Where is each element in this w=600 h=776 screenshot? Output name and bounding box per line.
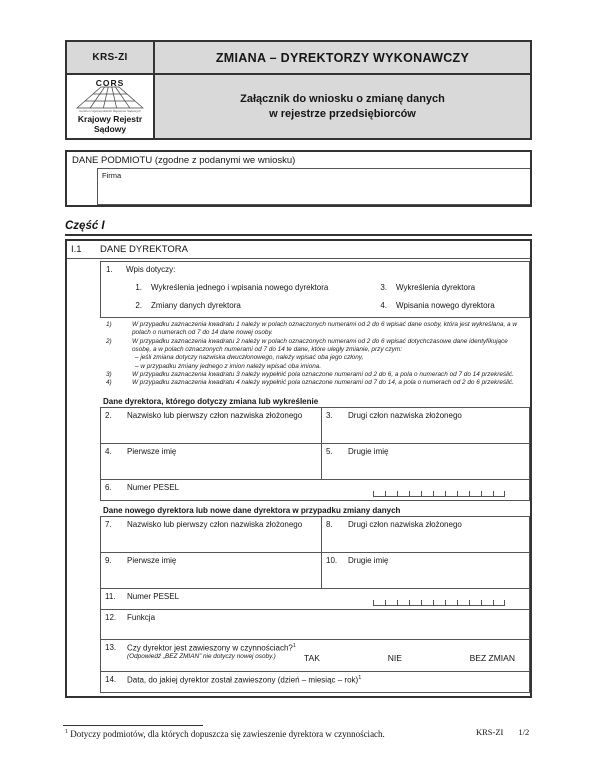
field-10-number: 10. bbox=[326, 555, 338, 565]
field-8-label: Drugi człon nazwiska złożonego bbox=[348, 519, 462, 529]
section-title: DANE DYREKTORA bbox=[100, 244, 188, 255]
field-8-number: 8. bbox=[326, 519, 333, 529]
field-12-number: 12. bbox=[105, 612, 117, 622]
option-nie[interactable]: NIE bbox=[387, 653, 402, 664]
note-3-text: W przypadku zaznaczenia kwadratu 3 należy wypełnić pola oznaczone numerami od 2 do 6, a pola o numerach od 7 do 14 przekreślić. bbox=[132, 370, 514, 378]
field-6-pesel[interactable] bbox=[100, 479, 530, 501]
field-13-number: 13. bbox=[105, 642, 117, 652]
field-7-label: Nazwisko lub pierwszy człon nazwiska złożonego bbox=[127, 519, 303, 529]
page-footer bbox=[476, 727, 529, 737]
field-8-drugi-czlon[interactable] bbox=[321, 516, 530, 553]
option-3-label: Wykreślenia dyrektora bbox=[396, 283, 476, 292]
field-10-label: Drugie imię bbox=[348, 555, 389, 565]
krs-logo-line1: Krajowy Rejestr bbox=[77, 114, 143, 125]
field-6-number: 6. bbox=[105, 482, 112, 492]
note-2-number: 2) bbox=[106, 337, 112, 345]
note-2-sub2: – w przypadku zmiany jednego z imion należy wpisać oba imiona. bbox=[135, 362, 322, 370]
entity-section bbox=[65, 150, 532, 207]
field-7-number: 7. bbox=[105, 519, 112, 529]
field-13-options bbox=[304, 640, 529, 671]
option-3-number: 3. bbox=[380, 283, 387, 292]
field-4-label: Pierwsze imię bbox=[127, 446, 177, 456]
note-4-number: 4) bbox=[106, 379, 112, 387]
section-number: I.1 bbox=[71, 244, 82, 255]
field-7-nazwisko[interactable] bbox=[100, 516, 322, 553]
field-13-footnote-ref: 1 bbox=[292, 642, 296, 649]
note-4-text: W przypadku zaznaczenia kwadratu 4 należy wypełnić pola oznaczone numerami od 7 do 14, a pola o numerach od 2 do 6 przekreślić. bbox=[132, 379, 514, 387]
field-5-label: Drugie imię bbox=[348, 446, 389, 456]
field-10-drugie-imie[interactable] bbox=[321, 552, 530, 589]
section-i1 bbox=[65, 239, 532, 698]
field-9-pierwsze-imie[interactable] bbox=[100, 552, 322, 589]
note-4 bbox=[106, 379, 526, 387]
form-subtitle bbox=[155, 75, 530, 138]
option-2-label: Zmiany danych dyrektora bbox=[151, 301, 241, 310]
option-1-number: 1. bbox=[135, 283, 142, 292]
field-5-number: 5. bbox=[326, 446, 333, 456]
page-content bbox=[65, 40, 532, 739]
row-4-5 bbox=[100, 443, 530, 480]
row-6 bbox=[100, 479, 530, 501]
field-13-subnote: (Odpowiedź „BEZ ZMIAN” nie dotyczy nowej osoby.) bbox=[127, 653, 276, 661]
krs-logo-line2: Sądowy bbox=[93, 124, 127, 134]
field-3-drugi-czlon[interactable] bbox=[321, 407, 530, 444]
option-1[interactable] bbox=[106, 283, 351, 292]
field-13-label-block bbox=[101, 640, 304, 671]
instruction-notes bbox=[100, 318, 530, 392]
form-title: ZMIANA – DYREKTORZY WYKONAWCZY bbox=[155, 42, 530, 75]
field-5-drugie-imie[interactable] bbox=[321, 443, 530, 480]
cors-grid-icon bbox=[75, 86, 145, 110]
field-13-label: Czy dyrektor jest zawieszony w czynnościach?$^1$ bbox=[127, 642, 296, 653]
option-tak[interactable]: TAK bbox=[304, 653, 320, 664]
row-11 bbox=[100, 588, 530, 610]
entity-body bbox=[67, 168, 530, 205]
cors-logo-text: CORS bbox=[95, 78, 125, 89]
form-header bbox=[65, 40, 532, 140]
note-1 bbox=[106, 321, 526, 338]
firma-field[interactable] bbox=[97, 168, 530, 205]
entity-section-title: DANE PODMIOTU (zgodne z podanymi we wniosku) bbox=[72, 155, 296, 166]
option-2-number: 2. bbox=[135, 301, 142, 310]
option-1-label: Wykreślenia jednego i wpisania nowego dyrektora bbox=[151, 283, 329, 292]
field-3-number: 3. bbox=[326, 410, 333, 420]
field-4-number: 4. bbox=[105, 446, 112, 456]
row-14 bbox=[100, 671, 530, 693]
krs-logo-label bbox=[78, 115, 142, 135]
field-11-number: 11. bbox=[105, 591, 116, 601]
note-3-number: 3) bbox=[106, 370, 112, 378]
form-subtitle-line1: Załącznik do wniosku o zmianę danych bbox=[240, 93, 445, 106]
field-9-label: Pierwsze imię bbox=[127, 555, 177, 565]
footnote-rule bbox=[63, 725, 203, 726]
note-2 bbox=[106, 338, 526, 371]
wpis-options bbox=[106, 283, 524, 310]
note-2-text bbox=[132, 338, 526, 371]
row-7-8 bbox=[100, 516, 530, 553]
field-3-label: Drugi człon nazwiska złożonego bbox=[348, 410, 462, 420]
field-2-label: Nazwisko lub pierwszy człon nazwiska złożonego bbox=[127, 410, 303, 420]
option-4[interactable] bbox=[351, 301, 524, 310]
footer-page-number: 1/2 bbox=[518, 727, 530, 737]
part1-title: Część I bbox=[65, 220, 532, 236]
field-14-data-zawieszenia[interactable] bbox=[100, 671, 530, 693]
option-3[interactable] bbox=[351, 283, 524, 292]
section-i1-header bbox=[67, 241, 530, 259]
option-4-label: Wpisania nowego dyrektora bbox=[396, 301, 495, 310]
field-11-label: Numer PESEL bbox=[127, 591, 180, 601]
firma-label: Firma bbox=[102, 171, 122, 180]
footer-form-code: KRS-ZI bbox=[476, 727, 504, 737]
field-2-number: 2. bbox=[105, 410, 112, 420]
option-4-number: 4. bbox=[380, 301, 387, 310]
row-13 bbox=[100, 639, 530, 672]
row-12 bbox=[100, 609, 530, 640]
option-2[interactable] bbox=[106, 301, 351, 310]
field-14-footnote-ref: 1 bbox=[358, 674, 362, 681]
field-1-wpis-dotyczy bbox=[100, 261, 530, 318]
row-9-10 bbox=[100, 552, 530, 589]
field-2-nazwisko[interactable] bbox=[100, 407, 322, 444]
field-14-number: 14. bbox=[105, 674, 117, 684]
section-i1-body bbox=[67, 261, 530, 696]
row-2-3 bbox=[100, 407, 530, 444]
field-9-number: 9. bbox=[105, 555, 112, 565]
option-bez-zmian[interactable]: BEZ ZMIAN bbox=[469, 653, 515, 664]
footnote-marker: 1 bbox=[65, 728, 68, 735]
note-3 bbox=[106, 371, 526, 379]
field-1-number: 1. bbox=[106, 265, 113, 274]
group2-header: Dane nowego dyrektora lub nowe dane dyrektora w przypadku zmiany danych bbox=[103, 505, 401, 515]
field-1-label: Wpis dotyczy: bbox=[126, 265, 176, 274]
note-1-number: 1) bbox=[106, 321, 112, 328]
field-12-label: Funkcja bbox=[127, 612, 156, 622]
field-4-pierwsze-imie[interactable] bbox=[100, 443, 322, 480]
form-subtitle-line2: w rejestrze przedsiębiorców bbox=[269, 107, 416, 120]
krs-logo bbox=[67, 75, 155, 138]
field-11-pesel[interactable] bbox=[100, 588, 530, 610]
pesel-digit-boxes-2[interactable] bbox=[373, 600, 505, 606]
note-2-sub1: – jeśli zmiana dotyczy nazwiska dwuczłonowego, należy wpisać oba jego człony, bbox=[135, 354, 364, 362]
footnote-body: Dotyczy podmiotów, dla których dopuszcza się zawieszenie dyrektora w czynnościach. bbox=[70, 728, 385, 739]
cors-logo-small-text: Centrum Ogólnopolskich Rejestrów Sądowych bbox=[79, 109, 141, 114]
note-1-text: W przypadku zaznaczenia kwadratu 1 należy w polach oznaczonych numerami od 2 do 6 wpisać dane osoby, która jest wykreślana, a w polach o numerach od 7 do 14 dane nowej osoby. bbox=[132, 321, 517, 337]
footnote-text bbox=[65, 729, 532, 739]
note-2-main: W przypadku zaznaczenia kwadratu 2 należy w polach oznaczonych numerami od 2 do 6 wpisać dotychczasowe dane identyfikujące osobę, a w polach oznaczonych numerami od 7 do 14 te dane, które uległy zmianie, przy czym: bbox=[132, 337, 508, 353]
field-14-label: Data, do jakiej dyrektor został zawieszony (dzień – miesiąc – rok)$^1$ bbox=[127, 674, 362, 685]
field-13-zawieszenie bbox=[100, 639, 530, 672]
form-code: KRS-ZI bbox=[67, 42, 155, 75]
field-6-label: Numer PESEL bbox=[127, 482, 180, 492]
field-1-label-row bbox=[106, 265, 524, 274]
field-12-funkcja[interactable] bbox=[100, 609, 530, 640]
group1-header: Dane dyrektora, którego dotyczy zmiana lub wykreślenie bbox=[103, 396, 319, 406]
pesel-digit-boxes-1[interactable] bbox=[373, 491, 505, 497]
